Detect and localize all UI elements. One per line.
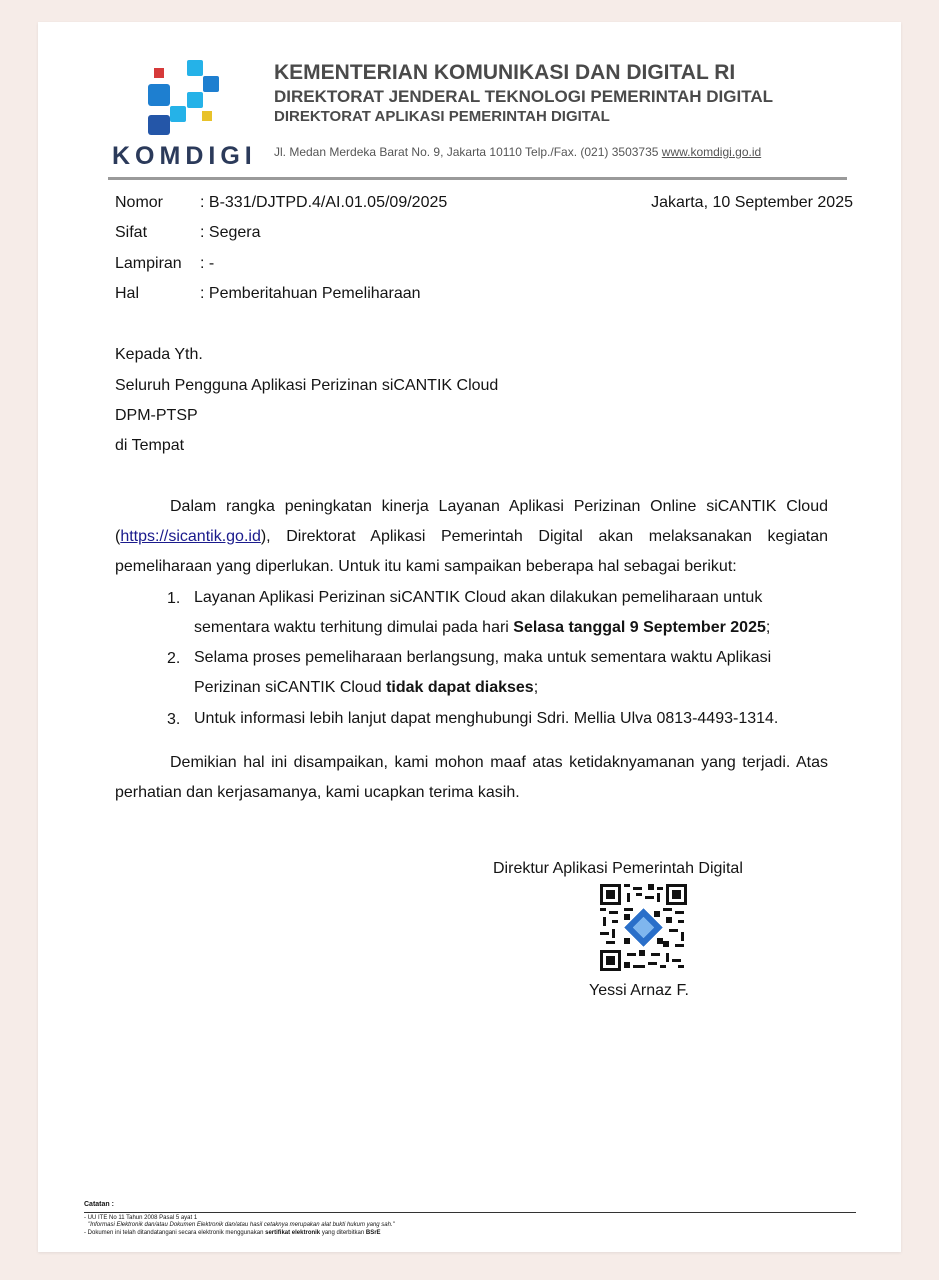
footer-text-a: - Dokumen ini telah ditandatangani secara elektronik menggunakan [84,1230,266,1236]
letterhead-address [274,145,761,159]
list-item-number: 2. [167,650,181,667]
sifat-label: Sifat [115,224,148,241]
list-item [194,704,828,734]
list-item-text: Layanan Aplikasi Perizinan siCANTIK Cloud akan dilakukan pemeliharaan untuk sementara waktu terhitung dimulai pada hari [194,589,763,636]
directorate-general-title: DIREKTORAT JENDERAL TEKNOLOGI PEMERINTAH DIGITAL [274,87,773,106]
nomor-value: : B-331/DJTPD.4/AI.01.05/09/2025 [200,194,448,211]
directorate-title: DIREKTORAT APLIKASI PEMERINTAH DIGITAL [274,108,610,125]
letterhead-rule [108,177,847,180]
footer-line-3 [84,1230,381,1237]
lampiran-label: Lampiran [115,255,182,272]
list-item [194,583,828,643]
footer-rule [84,1212,856,1213]
footer-note-label: Catatan : [84,1201,114,1208]
recipient-place: di Tempat [115,437,185,454]
address-text: Jl. Medan Merdeka Barat No. 9, Jakarta 10110 Telp./Fax. (021) 3503735 [274,145,659,159]
footer-bold-b: BSrE [365,1230,381,1236]
signatory-title: Direktur Aplikasi Pemerintah Digital [493,860,743,877]
recipient-name: Seluruh Pengguna Aplikasi Perizinan siCANTIK Cloud [115,377,499,394]
hal-value: : Pemberitahuan Pemeliharaan [200,285,421,302]
sifat-value: : Segera [200,224,261,241]
intro-paragraph [115,492,828,582]
komdigi-logo-icon [108,57,226,137]
hal-label: Hal [115,285,140,302]
list-item-text: Selama proses pemeliharaan berlangsung, maka untuk sementara waktu Aplikasi Perizinan siCANTIK Cloud [194,649,772,696]
recipient-salutation: Kepada Yth. [115,346,203,363]
lampiran-value: : - [200,255,215,272]
list-item-text: Untuk informasi lebih lanjut dapat menghubungi Sdri. Mellia Ulva 0813-4493-1314. [194,710,779,727]
nomor-label: Nomor [115,194,164,211]
footer-quote: "Informasi Elektronik dan/atau Dokumen Elektronik dan/atau hasil cetaknya merupakan alat bukti hukum yang sah." [88,1222,395,1228]
list-item-bold: Selasa tanggal 9 September 2025 [513,619,766,636]
list-item-end: ; [533,679,539,696]
footer-text-b: yang diterbitkan [320,1230,366,1236]
list-item [194,643,828,703]
list-item-bold: tidak dapat diakses [386,679,534,696]
logo-wordmark: KOMDIGI [112,142,257,170]
website-link[interactable]: www.komdigi.go.id [661,145,762,159]
footer-bold-a: sertifikat elektronik [265,1230,321,1236]
recipient-office: DPM-PTSP [115,407,198,424]
footer-line-1: - UU ITE No 11 Tahun 2008 Pasal 5 ayat 1 [84,1215,198,1221]
closing-paragraph: Demikian hal ini disampaikan, kami mohon maaf atas ketidaknyamanan yang terjadi. Atas perhatian dan kerjasamanya, kami ucapkan terima kasih. [115,754,828,801]
qr-code-icon [600,884,687,971]
list-item-number: 3. [167,711,181,728]
intro-text-b: ), Direktorat Aplikasi Pemerintah Digital akan melaksanakan kegiatan pemeliharaan yang diperlukan. Untuk itu kami sampaikan beberapa hal sebagai berikut: [115,528,828,575]
letter-date: Jakarta, 10 September 2025 [651,194,853,211]
signatory-name: Yessi Arnaz F. [589,982,689,999]
footer-line-2 [88,1222,395,1229]
ministry-title: KEMENTERIAN KOMUNIKASI DAN DIGITAL RI [274,61,736,84]
list-item-number: 1. [167,590,181,607]
intro-text-a: Dalam rangka peningkatan kinerja Layanan Aplikasi Perizinan Online siCANTIK Cloud ( [115,498,828,545]
sicantik-link[interactable]: https://sicantik.go.id [120,528,261,545]
list-item-end: ; [765,619,771,636]
